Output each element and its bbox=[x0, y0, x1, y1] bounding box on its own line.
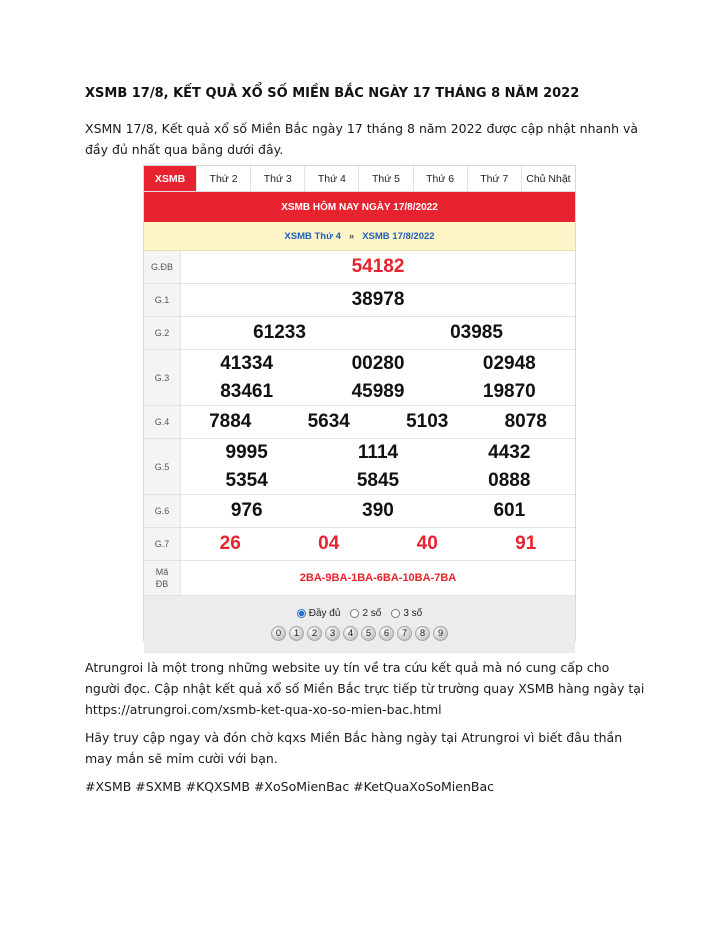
special-prize-number: 54182 bbox=[351, 256, 405, 277]
prize-number: 5103 bbox=[406, 411, 449, 432]
radio-icon[interactable] bbox=[350, 609, 359, 618]
radio-selected-icon[interactable] bbox=[297, 609, 306, 618]
prize-row-g2 bbox=[144, 317, 575, 350]
special-code-label-line2: ĐB bbox=[155, 579, 169, 589]
prize-values bbox=[181, 439, 575, 494]
prize-values bbox=[181, 495, 575, 527]
prize-row-g3 bbox=[144, 350, 575, 406]
prize-number: 45989 bbox=[351, 380, 405, 402]
prize-number: 5634 bbox=[307, 411, 350, 432]
page-title: XSMB 17/8, KẾT QUẢ XỔ SỐ MIỀN BẮC NGÀY 17 THÁNG 8 NĂM 2022 bbox=[85, 86, 580, 101]
prize-number: 91 bbox=[515, 533, 537, 554]
tab-thu-3[interactable]: Thứ 3 bbox=[251, 166, 305, 191]
prize-number: 61233 bbox=[253, 322, 306, 343]
digit-button-7[interactable]: 7 bbox=[397, 626, 412, 641]
prize-label: G.6 bbox=[144, 495, 181, 527]
digit-filter-buttons bbox=[271, 626, 448, 641]
special-code-label bbox=[144, 561, 181, 595]
prize-values bbox=[181, 350, 575, 405]
prize-number: 41334 bbox=[220, 353, 274, 375]
prize-number: 19870 bbox=[482, 380, 536, 402]
prize-number: 00280 bbox=[351, 353, 405, 375]
prize-number: 390 bbox=[362, 500, 394, 521]
prize-number: 5845 bbox=[356, 469, 400, 491]
prize-number: 9995 bbox=[225, 442, 268, 464]
special-code-cell bbox=[181, 561, 575, 595]
radio-label: 3 số bbox=[403, 608, 423, 619]
digit-button-3[interactable]: 3 bbox=[325, 626, 340, 641]
hashtags: #XSMB #SXMB #KQXSMB #XoSoMienBac #KetQuaXoSoMienBac bbox=[85, 779, 495, 794]
prize-number: 40 bbox=[416, 533, 438, 554]
prize-row-g7 bbox=[144, 528, 575, 561]
prize-number: 83461 bbox=[220, 380, 274, 402]
breadcrumb-day-link[interactable]: XSMB Thứ 4 bbox=[284, 230, 341, 242]
body-paragraph-cta: Hãy truy cập ngay và đón chờ kqxs Miền Bắc hàng ngày tại Atrungroi vì biết đâu thần may mắn sẽ mỉm cười với bạn. bbox=[85, 730, 623, 766]
radio-label: 2 số bbox=[362, 608, 382, 619]
prize-label: G.4 bbox=[144, 406, 181, 438]
prize-number: 0888 bbox=[488, 469, 531, 491]
results-banner: XSMB HÔM NAY NGÀY 17/8/2022 bbox=[144, 192, 575, 222]
radio-3-digits[interactable] bbox=[391, 608, 422, 619]
radio-label: Đầy đủ bbox=[308, 608, 341, 619]
digit-button-1[interactable]: 1 bbox=[289, 626, 304, 641]
prize-number: 26 bbox=[219, 533, 241, 554]
digit-button-0[interactable]: 0 bbox=[271, 626, 286, 641]
radio-2-digits[interactable] bbox=[350, 608, 381, 619]
prize-number: 4432 bbox=[488, 442, 531, 464]
digit-mode-radios bbox=[297, 608, 423, 619]
prize-values bbox=[181, 528, 575, 560]
intro-paragraph: XSMN 17/8, Kết quả xổ số Miền Bắc ngày 17 tháng 8 năm 2022 được cập nhật nhanh và đầy đủ nhất qua bảng dưới đây. bbox=[85, 121, 639, 157]
prize-label: G.1 bbox=[144, 284, 181, 316]
digit-button-4[interactable]: 4 bbox=[343, 626, 358, 641]
tab-thu-2[interactable]: Thứ 2 bbox=[197, 166, 251, 191]
tab-thu-6[interactable]: Thứ 6 bbox=[414, 166, 468, 191]
tab-thu-4[interactable]: Thứ 4 bbox=[305, 166, 359, 191]
prize-values bbox=[181, 284, 575, 316]
prize-number: 7884 bbox=[209, 411, 252, 432]
prize-number: 1114 bbox=[357, 442, 399, 464]
tab-thu-7[interactable]: Thứ 7 bbox=[468, 166, 522, 191]
prize-values bbox=[181, 406, 575, 438]
prize-label: G.2 bbox=[144, 317, 181, 349]
breadcrumb-date-link[interactable]: XSMB 17/8/2022 bbox=[362, 230, 435, 242]
display-options bbox=[144, 596, 575, 653]
prize-label: G.ĐB bbox=[144, 251, 181, 283]
digit-button-9[interactable]: 9 bbox=[433, 626, 448, 641]
prize-number: 03985 bbox=[450, 322, 503, 343]
special-code-row bbox=[144, 561, 575, 596]
digit-button-6[interactable]: 6 bbox=[379, 626, 394, 641]
prize-row-g5 bbox=[144, 439, 575, 495]
prize-number: 38978 bbox=[351, 289, 405, 310]
prize-values bbox=[181, 251, 575, 283]
prize-row-g6 bbox=[144, 495, 575, 528]
tab-xsmb[interactable]: XSMB bbox=[144, 166, 197, 191]
body-paragraph-source: Atrungroi là một trong những website uy tín về tra cứu kết quả mà nó cung cấp cho người đọc. Cập nhật kết quả xổ số Miền Bắc trực tiếp từ trường quay XSMB hàng ngày tại https://atrungroi.com/xsmb-ket-qua-xo-so-mien-bac.html bbox=[85, 660, 645, 717]
prize-number: 601 bbox=[493, 500, 526, 521]
lottery-results-table bbox=[143, 165, 576, 641]
prize-row-g4 bbox=[144, 406, 575, 439]
prize-number: 04 bbox=[318, 533, 340, 554]
digit-button-8[interactable]: 8 bbox=[415, 626, 430, 641]
digit-button-2[interactable]: 2 bbox=[307, 626, 322, 641]
prize-number: 02948 bbox=[482, 353, 536, 375]
tab-chu-nhat[interactable]: Chủ Nhật bbox=[526, 172, 571, 185]
prize-number: 5354 bbox=[225, 469, 268, 491]
prize-number: 976 bbox=[230, 500, 263, 521]
prize-label: G.7 bbox=[144, 528, 181, 560]
prize-row-g1 bbox=[144, 284, 575, 317]
radio-full[interactable] bbox=[297, 608, 341, 619]
prize-row-gdb bbox=[144, 251, 575, 284]
special-code-label-line1: Mã bbox=[155, 567, 169, 577]
prize-values bbox=[181, 317, 575, 349]
radio-icon[interactable] bbox=[391, 609, 400, 618]
breadcrumb-separator: » bbox=[348, 230, 355, 242]
tab-thu-5[interactable]: Thứ 5 bbox=[359, 166, 413, 191]
day-tabs bbox=[144, 166, 575, 192]
prize-label: G.3 bbox=[144, 350, 181, 405]
digit-button-5[interactable]: 5 bbox=[361, 626, 376, 641]
breadcrumb bbox=[144, 222, 575, 251]
special-code-value: 2BA-9BA-1BA-6BA-10BA-7BA bbox=[299, 572, 457, 584]
prize-number: 8078 bbox=[504, 411, 547, 432]
prize-label: G.5 bbox=[144, 439, 181, 494]
